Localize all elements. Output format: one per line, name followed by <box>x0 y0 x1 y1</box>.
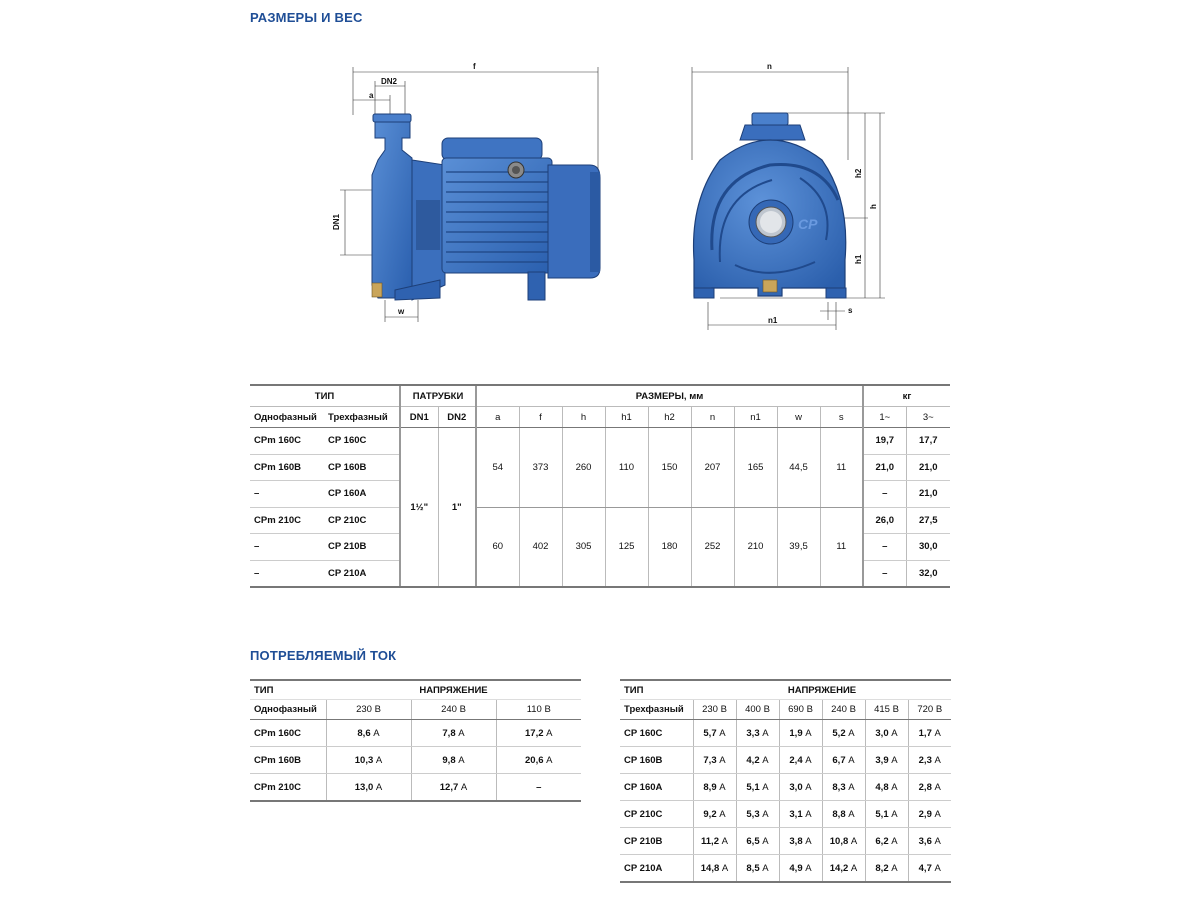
header-phase: Трехфазный <box>620 700 693 720</box>
label-f: f <box>473 62 476 71</box>
current-unit: A <box>762 781 769 793</box>
current-number: 8,9 <box>703 781 717 793</box>
current-unit: A <box>934 862 941 874</box>
current-number: 3,1 <box>789 808 803 820</box>
current-unit: A <box>373 727 380 739</box>
current-number: 6,5 <box>746 835 760 847</box>
table-row <box>620 855 951 883</box>
current-value <box>865 720 908 747</box>
current-number: 9,2 <box>703 808 717 820</box>
current-number: 8,6 <box>357 727 371 739</box>
row-model: CPm 160B <box>250 747 326 774</box>
header-sizes: РАЗМЕРЫ, мм <box>476 385 863 407</box>
current-value <box>779 855 822 883</box>
label-w: w <box>398 307 405 316</box>
cell-weight-3ph: 30,0 <box>906 534 950 561</box>
header-voltage-col: 400 В <box>736 700 779 720</box>
current-number: 2,8 <box>918 781 932 793</box>
header-voltage: НАПРЯЖЕНИЕ <box>326 680 581 700</box>
current-unit: A <box>891 781 898 793</box>
current-value <box>326 747 411 774</box>
current-number: 13,0 <box>354 781 374 793</box>
header-voltage-col: 230 В <box>326 700 411 720</box>
current-unit: A <box>762 862 769 874</box>
current-unit: A <box>848 781 855 793</box>
current-unit: A <box>721 835 728 847</box>
current-value <box>693 801 736 828</box>
current-number: 4,7 <box>918 862 932 874</box>
current-value <box>736 828 779 855</box>
current-unit: A <box>848 808 855 820</box>
pump-front-view <box>692 67 885 330</box>
header-type: ТИП <box>620 680 693 700</box>
current-number: 3,0 <box>789 781 803 793</box>
table-row <box>250 747 581 774</box>
cell-n1: 165 <box>734 428 777 508</box>
current-number: 3,8 <box>789 835 803 847</box>
current-value <box>693 774 736 801</box>
current-value <box>822 855 865 883</box>
current-unit: A <box>850 835 858 847</box>
table-row-single: CPm 160C <box>250 428 324 455</box>
table-row <box>620 720 951 747</box>
current-unit: A <box>458 727 465 739</box>
current-unit: A <box>848 754 855 766</box>
current-value <box>496 774 581 802</box>
current-unit: A <box>805 727 812 739</box>
header-voltage-col: 720 В <box>908 700 951 720</box>
current-number: 8,5 <box>746 862 760 874</box>
header-single-phase: Однофазный <box>250 407 324 428</box>
current-unit: A <box>546 754 553 766</box>
current-value <box>908 720 951 747</box>
current-value <box>908 855 951 883</box>
section-title-current: ПОТРЕБЛЯЕМЫЙ ТОК <box>250 648 397 663</box>
header-voltage-col: 110 В <box>496 700 581 720</box>
header-n1: n1 <box>734 407 777 428</box>
current-number: 8,8 <box>832 808 846 820</box>
cell-weight-3ph: 27,5 <box>906 507 950 534</box>
current-number: 9,8 <box>442 754 456 766</box>
header-three-phase: Трехфазный <box>324 407 400 428</box>
table-row <box>250 774 581 802</box>
current-unit: A <box>891 808 898 820</box>
cell-h: 260 <box>562 428 605 508</box>
current-value <box>865 855 908 883</box>
current-number: – <box>536 781 542 793</box>
header-voltage-col: 415 В <box>865 700 908 720</box>
cell-weight-3ph: 17,7 <box>906 428 950 455</box>
table-row-three: CP 210A <box>324 560 400 587</box>
current-unit: A <box>762 754 769 766</box>
current-value <box>865 747 908 774</box>
cell-h1: 110 <box>605 428 648 508</box>
current-unit: A <box>762 727 769 739</box>
current-unit: A <box>891 862 898 874</box>
current-unit: A <box>805 862 812 874</box>
current-value <box>779 774 822 801</box>
current-number: 6,2 <box>875 835 889 847</box>
current-value <box>411 720 496 747</box>
current-value <box>908 801 951 828</box>
current-unit: A <box>891 835 898 847</box>
cell-n1: 210 <box>734 507 777 587</box>
header-s: s <box>820 407 863 428</box>
header-h: h <box>562 407 605 428</box>
current-value <box>908 828 951 855</box>
current-unit: A <box>934 781 941 793</box>
cell-h1: 125 <box>605 507 648 587</box>
current-value <box>411 747 496 774</box>
current-number: 11,2 <box>701 835 719 847</box>
current-number: 5,7 <box>703 727 717 739</box>
current-unit: A <box>546 727 553 739</box>
current-unit: A <box>721 862 729 874</box>
label-h2: h2 <box>854 168 863 178</box>
current-unit: A <box>848 727 855 739</box>
port-dn2-value: 1" <box>438 428 476 588</box>
current-value <box>693 747 736 774</box>
cell-a: 60 <box>476 507 519 587</box>
header-h1: h1 <box>605 407 648 428</box>
header-h2: h2 <box>648 407 691 428</box>
current-unit: A <box>805 835 812 847</box>
cell-weight-1ph: 21,0 <box>863 454 906 481</box>
table-row <box>620 828 951 855</box>
current-unit: A <box>762 835 769 847</box>
cell-s: 11 <box>820 428 863 508</box>
table-row-single: CPm 210C <box>250 507 324 534</box>
table-row-single: – <box>250 481 324 508</box>
table-row-three: CP 160C <box>324 428 400 455</box>
cell-w: 44,5 <box>777 428 820 508</box>
table-row-three: CP 210C <box>324 507 400 534</box>
current-number: 3,6 <box>918 835 932 847</box>
header-n: n <box>691 407 734 428</box>
row-model: CPm 160C <box>250 720 326 747</box>
label-n1: n1 <box>768 316 778 325</box>
current-value <box>326 774 411 802</box>
port-dn1-value: 1½" <box>400 428 438 588</box>
current-value <box>736 720 779 747</box>
current-value <box>822 828 865 855</box>
current-unit: A <box>458 754 465 766</box>
current-value <box>779 747 822 774</box>
cell-f: 373 <box>519 428 562 508</box>
current-number: 5,1 <box>746 781 760 793</box>
current-number: 6,7 <box>832 754 846 766</box>
header-type: ТИП <box>250 680 326 700</box>
cell-weight-3ph: 21,0 <box>906 481 950 508</box>
current-unit: A <box>850 862 858 874</box>
current-value <box>865 828 908 855</box>
current-value <box>779 801 822 828</box>
current-unit: A <box>719 781 726 793</box>
cell-weight-3ph: 21,0 <box>906 454 950 481</box>
header-weight: кг <box>863 385 950 407</box>
header-ports: ПАТРУБКИ <box>400 385 476 407</box>
current-number: 8,3 <box>832 781 846 793</box>
header-voltage-col: 230 В <box>693 700 736 720</box>
current-number: 3,3 <box>746 727 760 739</box>
current-unit: A <box>719 754 726 766</box>
table-row <box>250 720 581 747</box>
current-value <box>865 801 908 828</box>
cell-weight-1ph: 26,0 <box>863 507 906 534</box>
current-value <box>908 747 951 774</box>
current-value <box>779 828 822 855</box>
current-unit: A <box>762 808 769 820</box>
current-value <box>326 720 411 747</box>
current-number: 2,3 <box>918 754 932 766</box>
current-value <box>736 747 779 774</box>
current-value <box>822 747 865 774</box>
current-unit: A <box>891 754 898 766</box>
row-model: CP 160C <box>620 720 693 747</box>
current-unit: A <box>891 727 898 739</box>
current-number: 5,3 <box>746 808 760 820</box>
current-number: 5,2 <box>832 727 846 739</box>
current-number: 3,9 <box>875 754 889 766</box>
current-number: 4,9 <box>789 862 803 874</box>
cp-logo: CP <box>798 216 818 232</box>
row-model: CP 160B <box>620 747 693 774</box>
current-number: 7,3 <box>703 754 717 766</box>
current-value <box>411 774 496 802</box>
current-unit: A <box>934 754 941 766</box>
table-row-single: CPm 160B <box>250 454 324 481</box>
current-number: 4,8 <box>875 781 889 793</box>
cell-weight-1ph: – <box>863 560 906 587</box>
current-number: 3,0 <box>875 727 889 739</box>
current-value <box>693 720 736 747</box>
current-unit: A <box>719 808 726 820</box>
header-voltage-col: 240 В <box>411 700 496 720</box>
current-number: 20,6 <box>525 754 544 766</box>
current-unit: A <box>805 808 812 820</box>
label-dn1: DN1 <box>332 213 341 230</box>
current-unit: A <box>375 754 383 766</box>
current-unit: A <box>805 781 812 793</box>
current-value <box>822 774 865 801</box>
cell-weight-1ph: 19,7 <box>863 428 906 455</box>
current-number: 4,2 <box>746 754 760 766</box>
header-dn1: DN1 <box>400 407 438 428</box>
current-value <box>908 774 951 801</box>
current-number: 1,9 <box>789 727 803 739</box>
current-number: 8,2 <box>875 862 889 874</box>
current-number: 5,1 <box>875 808 889 820</box>
table-row <box>620 801 951 828</box>
header-weight-1ph: 1~ <box>863 407 906 428</box>
row-model: CPm 210C <box>250 774 326 802</box>
current-value <box>736 855 779 883</box>
current-number: 10,8 <box>829 835 849 847</box>
cell-weight-1ph: – <box>863 481 906 508</box>
row-model: CP 210B <box>620 828 693 855</box>
current-unit: A <box>460 781 468 793</box>
cell-h2: 180 <box>648 507 691 587</box>
table-row <box>620 774 951 801</box>
header-voltage-col: 240 В <box>822 700 865 720</box>
label-a: a <box>369 91 374 100</box>
current-number: 12,7 <box>439 781 459 793</box>
cell-weight-1ph: – <box>863 534 906 561</box>
cell-h2: 150 <box>648 428 691 508</box>
label-h1: h1 <box>854 254 863 264</box>
header-phase: Однофазный <box>250 700 326 720</box>
row-model: CP 210C <box>620 801 693 828</box>
current-value <box>865 774 908 801</box>
table-row-three: CP 160A <box>324 481 400 508</box>
current-number: 1,7 <box>918 727 932 739</box>
current-value <box>693 855 736 883</box>
label-n: n <box>767 62 772 71</box>
current-value <box>496 720 581 747</box>
current-value <box>736 774 779 801</box>
cell-w: 39,5 <box>777 507 820 587</box>
row-model: CP 210A <box>620 855 693 883</box>
row-model: CP 160A <box>620 774 693 801</box>
header-f: f <box>519 407 562 428</box>
current-value <box>822 801 865 828</box>
table-row <box>620 747 951 774</box>
dimensions-table <box>250 384 950 588</box>
table-row-three: CP 160B <box>324 454 400 481</box>
current-unit: A <box>805 754 812 766</box>
current-single-phase-table <box>250 679 581 802</box>
pump-drawings <box>325 60 895 335</box>
current-three-phase-table <box>620 679 951 883</box>
cell-n: 207 <box>691 428 734 508</box>
header-voltage: НАПРЯЖЕНИЕ <box>693 680 951 700</box>
current-value <box>496 747 581 774</box>
current-number: 2,9 <box>918 808 932 820</box>
cell-a: 54 <box>476 428 519 508</box>
header-a: a <box>476 407 519 428</box>
table-row-single: – <box>250 560 324 587</box>
current-number: 2,4 <box>789 754 803 766</box>
pump-side-view <box>340 67 600 322</box>
cell-h: 305 <box>562 507 605 587</box>
table-row-single: – <box>250 534 324 561</box>
table-row-three: CP 210B <box>324 534 400 561</box>
cell-f: 402 <box>519 507 562 587</box>
current-number: 14,8 <box>700 862 720 874</box>
label-h: h <box>869 204 878 209</box>
cell-weight-3ph: 32,0 <box>906 560 950 587</box>
current-value <box>693 828 736 855</box>
current-number: 17,2 <box>525 727 544 739</box>
current-unit: A <box>934 727 941 739</box>
current-number: 10,3 <box>354 754 374 766</box>
header-weight-3ph: 3~ <box>906 407 950 428</box>
header-dn2: DN2 <box>438 407 476 428</box>
cell-n: 252 <box>691 507 734 587</box>
current-unit: A <box>934 835 941 847</box>
current-number: 7,8 <box>442 727 456 739</box>
current-number: 14,2 <box>829 862 849 874</box>
label-dn2: DN2 <box>381 77 398 86</box>
header-voltage-col: 690 В <box>779 700 822 720</box>
cell-s: 11 <box>820 507 863 587</box>
current-value <box>779 720 822 747</box>
current-unit: A <box>719 727 726 739</box>
header-type: ТИП <box>250 385 400 407</box>
current-value <box>822 720 865 747</box>
current-value <box>736 801 779 828</box>
label-s: s <box>848 306 853 315</box>
section-title-dimensions: РАЗМЕРЫ И ВЕС <box>250 10 363 25</box>
current-unit: A <box>934 808 941 820</box>
current-unit: A <box>375 781 383 793</box>
header-w: w <box>777 407 820 428</box>
